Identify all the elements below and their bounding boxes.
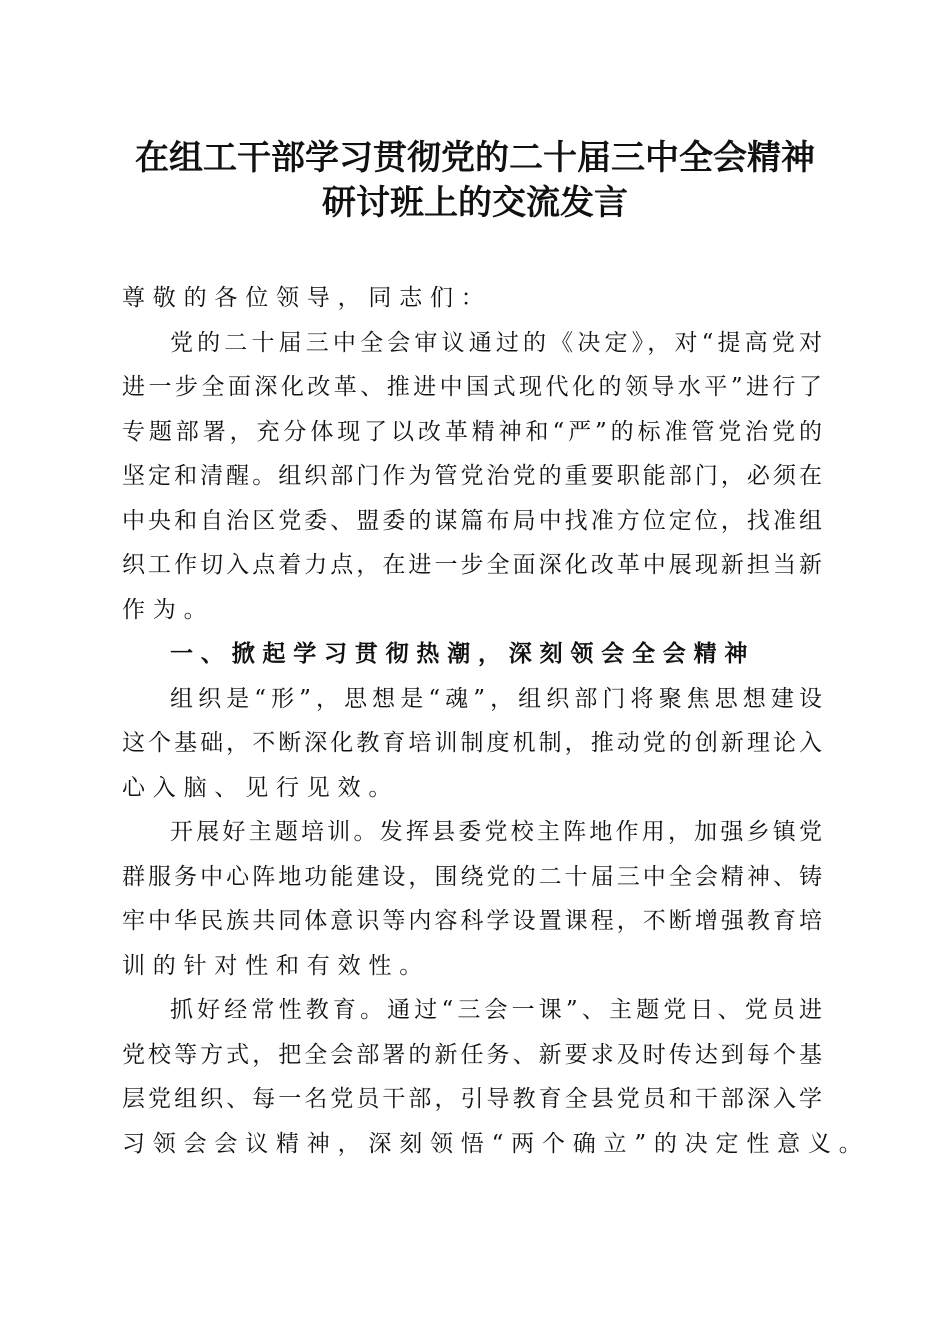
- section-heading-text: 一、掀起学习贯彻热潮，深刻领会全会精神: [170, 641, 756, 667]
- paragraph-line: 党的二十届三中全会审议通过的《决定》，对“提高党对: [170, 329, 822, 356]
- title-line-2: 研讨班上的交流发言: [322, 183, 628, 223]
- paragraph-line: 层党组织、每一名党员干部，引导教育全县党员和干部深入学: [122, 1086, 822, 1112]
- paragraph: [122, 988, 870, 1166]
- document-title: [0, 136, 950, 226]
- paragraph-line: 织工作切入点着力点，在进一步全面深化改革中展现新担当新: [122, 552, 822, 578]
- paragraph: [122, 810, 822, 988]
- paragraph-line: 中央和自治区党委、盟委的谋篇布局中找准方位定位，找准组: [122, 507, 822, 534]
- paragraph-line: 抓好经常性教育。通过“三会一课”、主题党日、党员进: [170, 997, 822, 1023]
- paragraph-line: 组织是“形”，思想是“魂”，组织部门将聚焦思想建设: [170, 685, 822, 712]
- section-heading: [122, 632, 822, 677]
- paragraph: [122, 321, 822, 633]
- paragraph-line: 党校等方式，把全会部署的新任务、新要求及时传达到每个基: [122, 1041, 822, 1068]
- title-line-1: 在组工干部学习贯彻党的二十届三中全会精神: [135, 138, 815, 178]
- salutation: 尊敬的各位领导，同志们：: [122, 285, 492, 311]
- paragraph-line: 心入脑、见行见效。: [122, 774, 400, 801]
- paragraph-line: 这个基础，不断深化教育培训制度机制，推动党的创新理论入: [122, 730, 822, 756]
- paragraph-line: 牢中华民族共同体意识等内容科学设置课程，不断增强教育培: [122, 908, 822, 934]
- paragraph-line: 进一步全面深化改革、推进中国式现代化的领导水平”进行了: [122, 374, 822, 400]
- paragraph-line: 习领会会议精神，深刻领悟“两个确立”的决定性意义。: [122, 1130, 870, 1157]
- paragraph-line: 坚定和清醒。组织部门作为管党治党的重要职能部门，必须在: [122, 463, 822, 489]
- paragraph-line: 群服务中心阵地功能建设，围绕党的二十届三中全会精神、铸: [122, 863, 822, 890]
- paragraph-line: 开展好主题培训。发挥县委党校主阵地作用，加强乡镇党: [170, 819, 822, 845]
- document-body: [122, 276, 870, 1166]
- paragraph-line: 专题部署，充分体现了以改革精神和“严”的标准管党治党的: [122, 418, 822, 445]
- paragraph-line: 训的针对性和有效性。: [122, 952, 430, 979]
- paragraph-line: 作为。: [122, 596, 215, 623]
- paragraph: [122, 677, 822, 811]
